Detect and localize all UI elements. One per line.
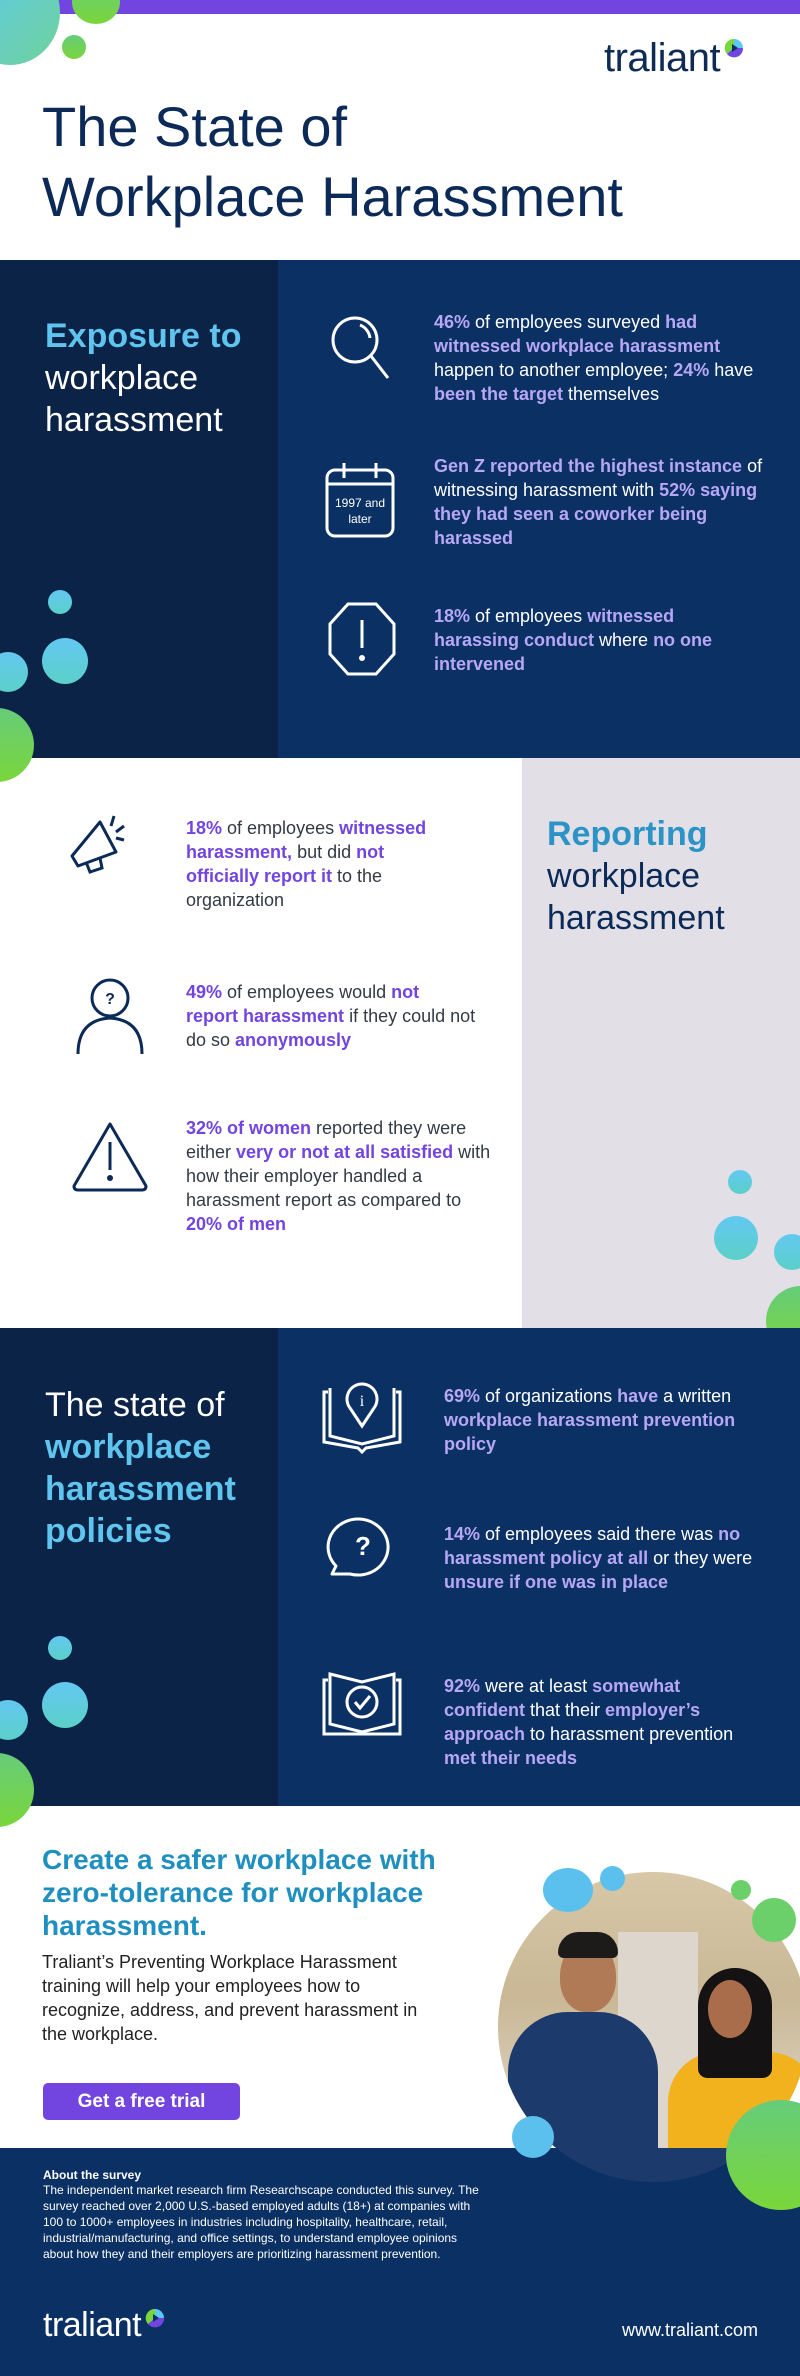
svg-text:i: i [359, 1393, 365, 1410]
policies-heading [45, 1384, 236, 1552]
exposure-section [0, 260, 800, 758]
play-logo-icon [724, 38, 744, 58]
stat-text: have [709, 360, 754, 380]
stat-text: to the organization [186, 866, 383, 910]
highlighted-text: Gen Z reported the highest instance [434, 456, 743, 476]
highlighted-text: no harassment policy at all [444, 1524, 741, 1568]
highlighted-text: met their needs [444, 1748, 578, 1768]
highlighted-text: employer’s approach [444, 1700, 701, 1744]
svg-text:1997 and: 1997 and [334, 496, 386, 510]
highlighted-text: witnessed harassment, [186, 818, 427, 862]
exposure-stat-1 [434, 310, 759, 406]
policies-stat-3 [444, 1674, 744, 1770]
stop-warning-icon [322, 600, 402, 680]
reporting-heading [547, 813, 725, 939]
decorative-bubble [728, 1170, 752, 1194]
heading-accent: harassment [45, 1470, 236, 1508]
heading-line: harassment [547, 899, 725, 937]
policies-stat-1 [444, 1384, 744, 1456]
brand-wordmark: traliant [604, 36, 721, 80]
book-info-icon [322, 1380, 402, 1460]
play-logo-icon [145, 2308, 165, 2328]
free-trial-button[interactable]: Get a free trial [43, 2083, 240, 2120]
stat-text: of employees would [222, 982, 392, 1002]
stat-text: were at least [480, 1676, 593, 1696]
highlighted-text: not report harassment [186, 982, 420, 1026]
stat-text: if they could not do so [186, 1006, 476, 1050]
highlighted-text: anonymously [235, 1030, 352, 1050]
footer-brand-logo[interactable] [43, 2306, 165, 2345]
anonymous-person-icon [70, 976, 150, 1056]
brand-logo[interactable] [604, 36, 744, 81]
highlighted-text: had witnessed workplace harassment [434, 312, 721, 356]
decorative-bubble [48, 1636, 72, 1660]
cta-description: Traliant’s Preventing Workplace Harassment training will help your employees how to recognize, address, and prevent harassment in the workplace. [42, 1952, 418, 2044]
highlighted-text: 69% [444, 1386, 481, 1406]
highlighted-text: unsure if one was in place [444, 1572, 669, 1592]
magnifying-glass-icon [322, 308, 402, 388]
highlighted-text: somewhat confident [444, 1676, 681, 1720]
stat-text: of employees [470, 606, 588, 626]
decorative-bubble [62, 35, 86, 59]
heading-line: workplace [45, 359, 199, 397]
reporting-section [0, 758, 800, 1328]
exposure-stat-2 [434, 454, 764, 550]
heading-accent: workplace [45, 1428, 212, 1466]
website-link[interactable]: www.traliant.com [621, 2320, 758, 2340]
stat-text: to harassment prevention [525, 1724, 734, 1744]
highlighted-text: have [617, 1386, 659, 1406]
highlighted-text: 18% [434, 606, 471, 626]
photo-woman-face-front [708, 1980, 752, 2038]
survey-heading: About the survey [43, 2168, 142, 2182]
decorative-bubble [0, 0, 60, 65]
title-line-2: Workplace Harassment [42, 165, 623, 228]
reporting-stat-3 [186, 1116, 496, 1236]
highlighted-text: workplace harassment prevention policy [444, 1410, 736, 1454]
heading-line: harassment [45, 401, 223, 439]
megaphone-icon [66, 808, 146, 888]
stat-text: that their [525, 1700, 606, 1720]
photo-man-hair [558, 1932, 618, 1958]
highlighted-text: 20% of men [186, 1214, 287, 1234]
decorative-bubble [48, 590, 72, 614]
cta-heading: Create a safer workplace with zero-tolerance for workplace harassment. [42, 1844, 436, 1941]
heading-accent: Reporting [547, 815, 708, 853]
decorative-bubble [752, 1898, 796, 1942]
heading-accent: Exposure to [45, 317, 242, 355]
svg-text:?: ? [355, 1531, 371, 1561]
stat-text: of employees said there was [480, 1524, 719, 1544]
decorative-bubble [42, 1682, 88, 1728]
stat-text: of organizations [480, 1386, 618, 1406]
stat-text: themselves [563, 384, 660, 404]
policies-section [0, 1328, 800, 1806]
highlighted-text: witnessed harassing conduct [434, 606, 675, 650]
reporting-stat-1 [186, 816, 446, 912]
decorative-bubble [714, 1216, 758, 1260]
decorative-bubble [543, 1868, 593, 1912]
stat-text: but did [292, 842, 357, 862]
warning-triangle-icon [70, 1118, 150, 1198]
exposure-heading [45, 315, 241, 441]
stat-text: where [594, 630, 654, 650]
stat-text: with how their employer handled a harassment report as compared to [186, 1142, 491, 1210]
heading-line: The state of [45, 1386, 225, 1424]
heading-accent: policies [45, 1512, 172, 1550]
reporting-stat-2 [186, 980, 476, 1052]
speech-question-icon [322, 1510, 402, 1590]
highlighted-text: 14% [444, 1524, 481, 1544]
highlighted-text: 46% [434, 312, 471, 332]
svg-text:?: ? [105, 991, 115, 1008]
page-title [42, 92, 623, 232]
stat-text: of employees surveyed [470, 312, 666, 332]
heading-line: workplace [547, 857, 701, 895]
calendar-icon [322, 460, 402, 540]
exposure-stat-3 [434, 604, 714, 676]
top-accent-bar [0, 0, 800, 14]
highlighted-text: been the target [434, 384, 564, 404]
stat-text: or they were [648, 1548, 753, 1568]
highlighted-text: 52% saying they had seen a coworker being harassed [434, 480, 758, 548]
stat-text: reported they were either [186, 1118, 467, 1162]
policies-stat-2 [444, 1522, 754, 1594]
highlighted-text: 92% [444, 1676, 481, 1696]
stat-text: a written [658, 1386, 732, 1406]
highlighted-text: 32% of women [186, 1118, 312, 1138]
survey-description: The independent market research firm Researchscape conducted this survey. The survey reached over 2,000 U.S.-based employed adults (18+) at companies with 100 to 1000+ employees in industries including hospitality, healthcare, retail, industrial/manufacturing, and office settings, to understand employee opinions about how they and their employers are prioritizing harassment prevention. [43, 2183, 479, 2261]
stat-text: happen to another employee; [434, 360, 674, 380]
highlighted-text: not officially report it [186, 842, 385, 886]
stat-text: of employees [222, 818, 340, 838]
stat-text: of witnessing harassment with [434, 456, 763, 500]
highlighted-text: 24% [673, 360, 710, 380]
highlighted-text: very or not at all satisfied [236, 1142, 454, 1162]
svg-text:later: later [348, 512, 372, 526]
decorative-bubble [512, 2116, 554, 2158]
book-check-icon [322, 1668, 402, 1748]
decorative-bubble [731, 1880, 751, 1900]
decorative-bubble [72, 0, 120, 24]
highlighted-text: no one intervened [434, 630, 713, 674]
brand-wordmark: traliant [43, 2306, 142, 2344]
highlighted-text: 49% [186, 982, 223, 1002]
title-line-1: The State of [42, 95, 348, 158]
decorative-bubble [600, 1866, 625, 1891]
highlighted-text: 18% [186, 818, 223, 838]
decorative-bubble [42, 638, 88, 684]
